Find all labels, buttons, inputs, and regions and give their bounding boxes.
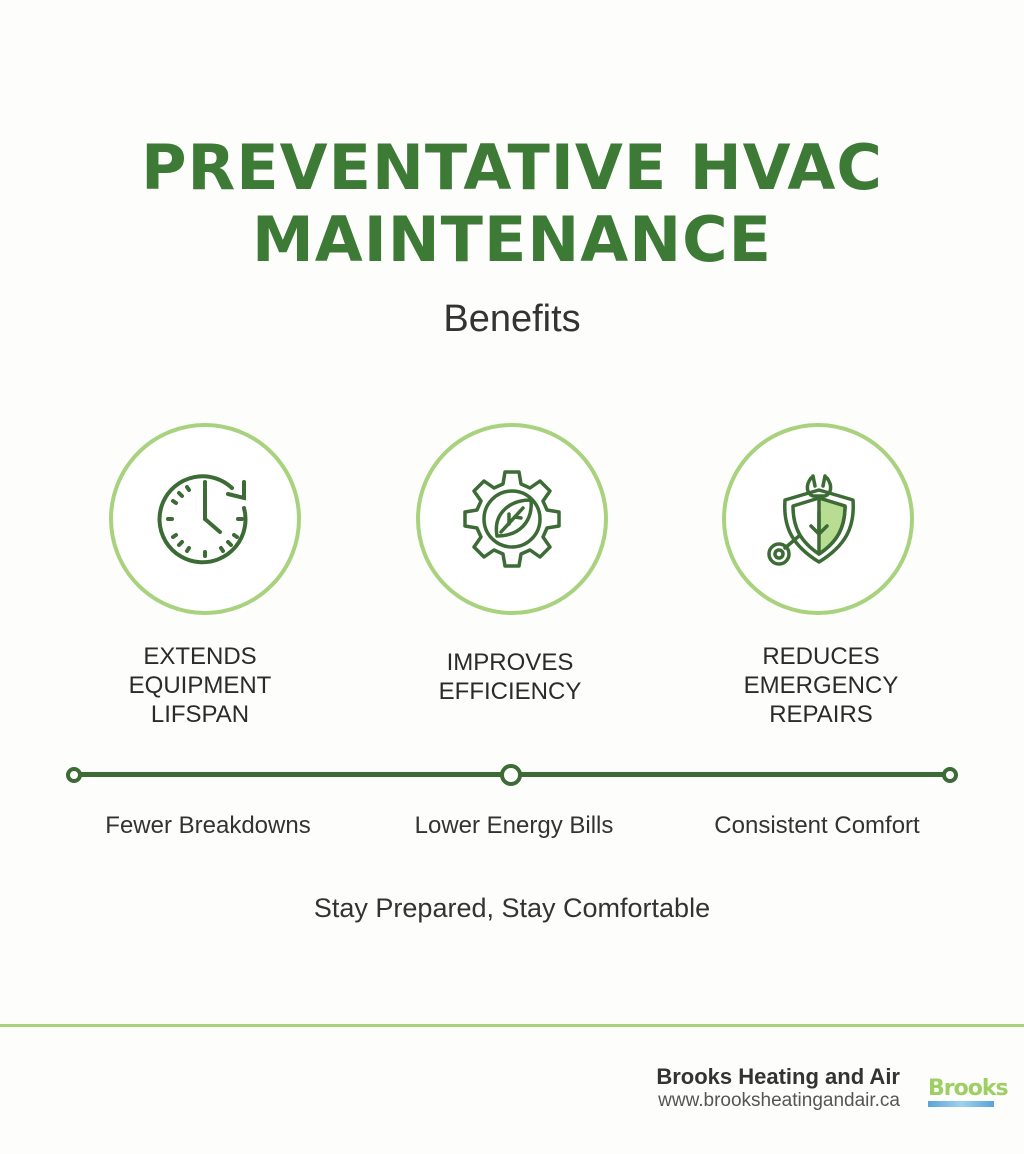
benefit-circle-efficiency	[416, 423, 608, 615]
timeline-node-middle	[500, 764, 522, 786]
timeline-node-end	[942, 767, 958, 783]
logo-text: Brooks	[928, 1076, 1008, 1101]
caption-consistent-comfort: Consistent Comfort	[714, 812, 920, 839]
benefit-circle-lifespan	[109, 423, 301, 615]
brooks-logo	[928, 1076, 1008, 1108]
benefit-label-lifespan: EXTENDS EQUIPMENT LIFSPAN	[128, 643, 272, 728]
timeline-node-start	[66, 767, 82, 783]
page-title	[0, 132, 1024, 276]
company-name: Brooks Heating and Air	[656, 1064, 900, 1089]
footer-divider	[0, 1024, 1024, 1027]
benefit-circle-repairs	[722, 423, 914, 615]
title-line-1: PREVENTATIVE HVAC	[141, 131, 883, 204]
benefit-label-efficiency: IMPROVES EFFICIENCY	[438, 649, 582, 705]
website-link[interactable]: www.brooksheatingandair.ca	[658, 1090, 900, 1111]
logo-stripe	[928, 1101, 994, 1107]
tagline: Stay Prepared, Stay Comfortable	[313, 893, 711, 923]
title-line-2: MAINTENANCE	[252, 203, 772, 276]
clock-icon	[150, 464, 260, 574]
gear-leaf-icon	[457, 464, 567, 574]
subtitle: Benefits	[443, 298, 581, 340]
caption-lower-energy-bills: Lower Energy Bills	[414, 812, 614, 839]
shield-wrench-icon	[763, 464, 873, 574]
benefit-label-repairs: REDUCES EMERGENCY REPAIRS	[743, 643, 899, 728]
caption-fewer-breakdowns: Fewer Breakdowns	[105, 812, 311, 839]
